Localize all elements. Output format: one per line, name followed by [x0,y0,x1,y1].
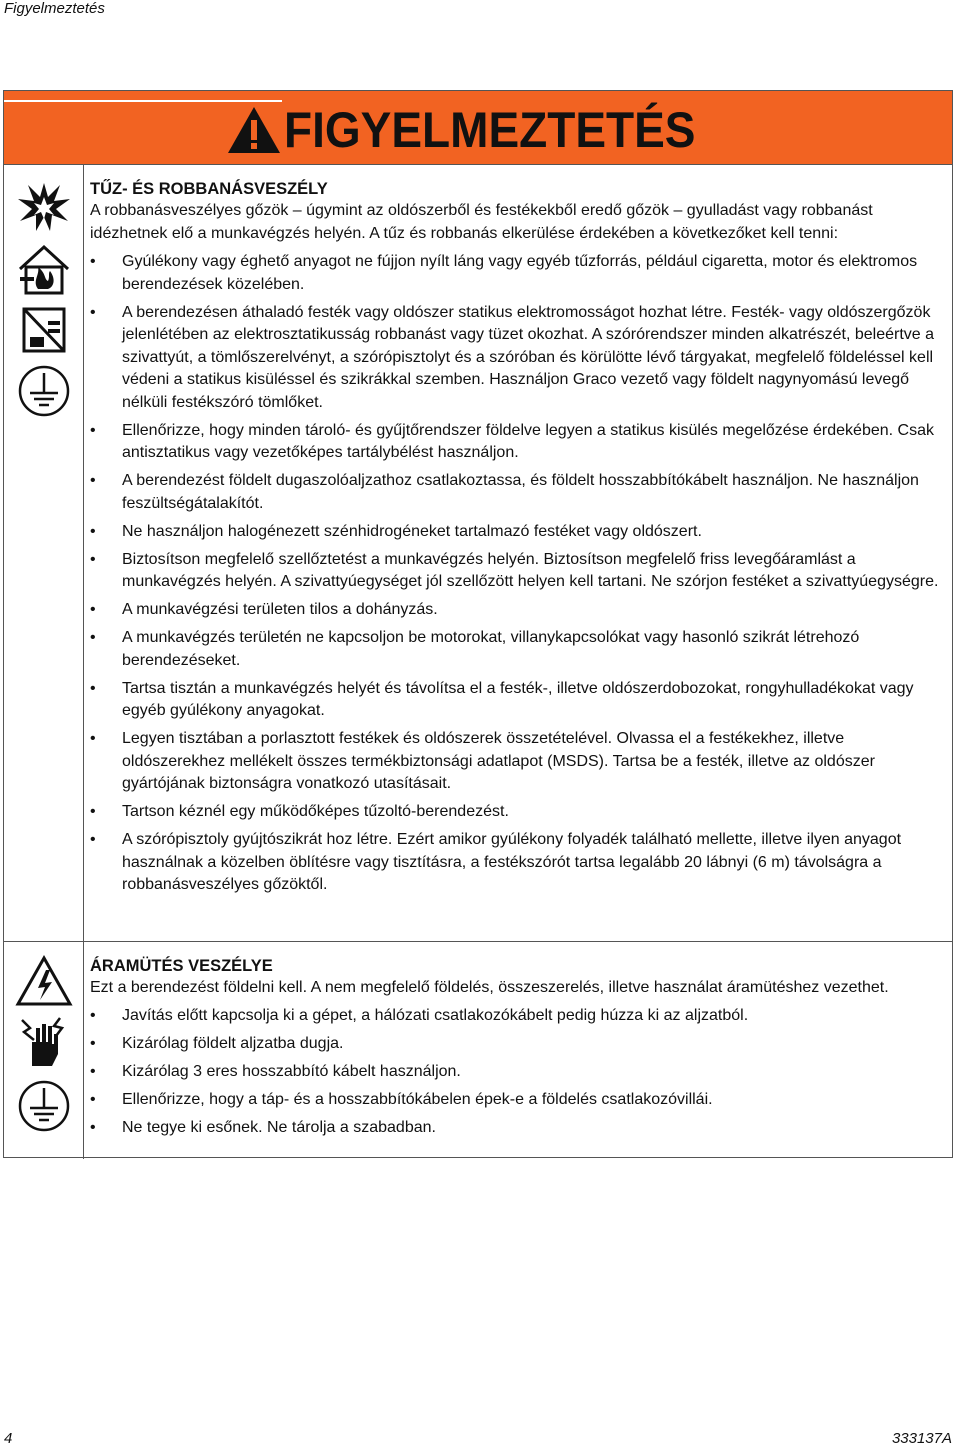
list-item: • Legyen tisztában a porlasztott festékek és oldószerek összetételével. Olvassa el a festékekhez, illetve oldószerekhez mellékelt összes termékbiztonsági adatlapot (MSDS). Tartsa be a festék, illetve az oldószer gyártójának biztonságra vonatkozó utasításait. [90,728,940,796]
electric-shock-section [4,941,952,1159]
fire-bullet-list [90,251,940,897]
page-number: 4 [4,1430,13,1447]
list-item: • Ellenőrizze, hogy a táp- és a hosszabbítókábelen épek-e a földelés csatlakozóvillái. [90,1089,940,1112]
list-item: • Ne tegye ki esőnek. Ne tárolja a szabadban. [90,1117,940,1140]
warning-triangle-icon [226,105,282,155]
no-smoking-ventilation-icon [14,301,74,357]
fire-text-column [90,178,940,897]
list-item: • Gyúlékony vagy éghető anyagot ne fújjon nyílt láng vagy egyéb tűzforrás, például cigaretta, motor és elektromos berendezések közelében. [90,251,940,296]
list-item: • Kizárólag 3 eres hosszabbító kábelt használjon. [90,1061,940,1084]
electrified-hand-icon [14,1014,74,1070]
running-header: Figyelmeztetés [4,0,105,17]
list-item: • A szórópisztoly gyújtószikrát hoz létre. Ezért amikor gyúlékony folyadék található mellette, illetve ilyen anyagot használnak a közelben öblítésre vagy tisztításra, a festékszórót tartsa legalább 20 lábnyi (6 m) távolságra a robbanásveszélyes gőzöktől. [90,829,940,897]
electric-shock-icon [14,954,74,1010]
banner-stripe [4,100,282,102]
list-item: • Ellenőrizze, hogy minden tároló- és gyűjtőrendszer földelve legyen a statikus kisülés megelőzése érdekében. Csak antisztatikus vagy vezetőképes tartálybélést használjon. [90,420,940,465]
section-intro: A robbanásveszélyes gőzök – úgymint az oldószerből és festékekből eredő gőzök – gyulladást vagy robbanást idézhetnek elő a munkavégzés helyén. A tűz és robbanás elkerülése érdekében a következőket kell tenni: [90,202,873,242]
banner-title-text: FIGYELMEZTETÉS [284,102,696,158]
list-item: • A munkavégzési területen tilos a dohányzás. [90,599,940,622]
warning-box [3,90,953,1158]
ground-icon [14,1078,74,1134]
section-intro: Ezt a berendezést földelni kell. A nem megfelelő földelés, összeszerelés, illetve használat áramütéshez vezethet. [90,979,889,996]
fire-house-icon [14,241,74,297]
list-item: • Tartsa tisztán a munkavégzés helyét és távolítsa el a festék-, illetve oldószerdobozokat, rongyhulladékokat vagy egyéb gyúlékony anyagokat. [90,678,940,723]
shock-bullet-list [90,1005,940,1140]
section-title: TŰZ- ÉS ROBBANÁSVESZÉLY [90,180,328,198]
banner-title [226,102,731,158]
list-item: • Biztosítson megfelelő szellőztetést a munkavégzés helyén. Biztosítson megfelelő friss levegőáramlást a munkavégzés helyén. A szivattyúegységet jól szellőzött helyen kell tartani. Ne szórjon festéket a szivattyúegységre. [90,549,940,594]
shock-text-column [90,955,940,1139]
document-code: 333137A [891,1430,952,1447]
ground-icon [14,363,74,419]
list-item: • A berendezést földelt dugaszolóaljzathoz csatlakoztassa, és földelt hosszabbítókábelt használjon. Ne használjon feszültségátalakítót. [90,470,940,515]
section-title: ÁRAMÜTÉS VESZÉLYE [90,957,273,975]
list-item: • Kizárólag földelt aljzatba dugja. [90,1033,940,1056]
shock-icon-column [4,942,84,1159]
list-item: • A munkavégzés területén ne kapcsoljon be motorokat, villanykapcsolókat vagy hasonló szikrát létrehozó berendezéseket. [90,627,940,672]
list-item: • Tartson kéznél egy működőképes tűzoltó-berendezést. [90,801,940,824]
fire-explosion-section [4,165,952,941]
fire-icon-column [4,165,84,941]
explosion-icon [14,179,74,235]
list-item: • Ne használjon halogénezett szénhidrogéneket tartalmazó festéket vagy oldószert. [90,521,940,544]
list-item: • A berendezésen áthaladó festék vagy oldószer statikus elektromosságot hozhat létre. Festék- vagy oldószergőzök jelenlétében az elektrosztatikusság robbanást vagy tüzet okozhat. A szórórendszer minden alkatrészét, beleértve a szivattyút, a tömlőszerelvényt, a szórópisztolyt és a szóróban és körülötte lévő tárgyakat, megfelelő földeléssel kell védeni a statikus kisüléssel és szikrákkal szemben. Használjon Graco vezető vagy földelt nagynyomású levegő nélküli festékszóró tömlőket. [90,302,940,415]
list-item: • Javítás előtt kapcsolja ki a gépet, a hálózati csatlakozókábelt pedig húzza ki az aljzatból. [90,1005,940,1028]
warning-banner [4,91,952,165]
